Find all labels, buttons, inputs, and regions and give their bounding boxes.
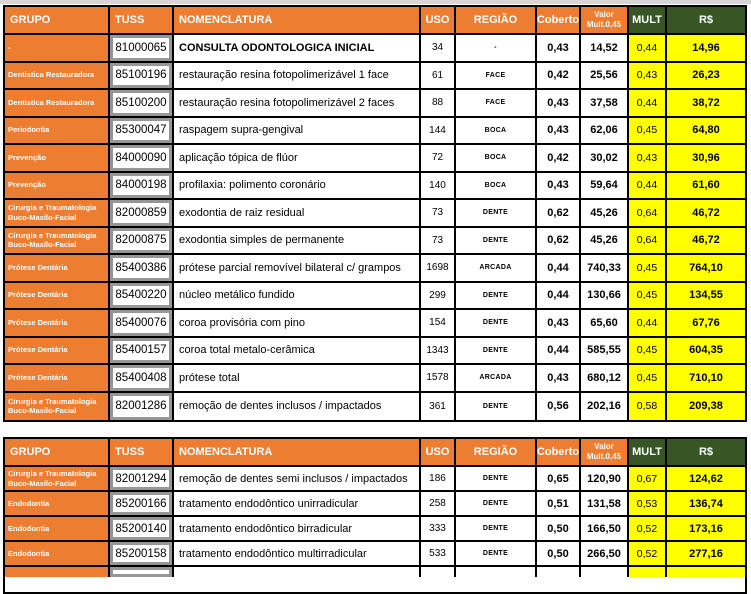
- table-row: [5, 310, 745, 338]
- cell-valor: 740,33: [581, 255, 629, 281]
- column-header-nomenclatura: NOMENCLATURA: [174, 7, 421, 33]
- cell-nomenclatura: núcleo metálico fundido: [174, 283, 421, 309]
- cell-uso: 258: [421, 492, 456, 515]
- cell-nomenclatura: prótese total: [174, 365, 421, 391]
- cell-nomenclatura: remoção de dentes inclusos / impactados: [174, 393, 421, 421]
- cell-rs: 136,74: [667, 492, 745, 515]
- cell-grupo: Periodontia: [5, 118, 110, 144]
- cell-valor: 166,50: [581, 517, 629, 540]
- cell-rs: [667, 567, 745, 577]
- cell-uso: 88: [421, 90, 456, 116]
- cell-regiao: -: [456, 35, 537, 61]
- cell-mult: 0,53: [629, 492, 667, 515]
- column-header-grupo: GRUPO: [5, 439, 110, 465]
- cell-uso: 140: [421, 173, 456, 199]
- cell-grupo: Prótese Dentária: [5, 255, 110, 281]
- cell-coberto: 0,42: [537, 63, 581, 89]
- cell-uso: 361: [421, 393, 456, 421]
- cell-uso: 61: [421, 63, 456, 89]
- cell-rs: 764,10: [667, 255, 745, 281]
- cell-regiao: DENTE: [456, 310, 537, 336]
- table-row: [5, 200, 745, 228]
- cell-valor: 25,56: [581, 63, 629, 89]
- cell-mult: 0,52: [629, 542, 667, 565]
- column-header-regiao: REGIÃO: [456, 7, 537, 33]
- cell-tuss: 82000859: [110, 200, 174, 226]
- cell-nomenclatura: coroa provisória com pino: [174, 310, 421, 336]
- cell-mult: 0,67: [629, 467, 667, 490]
- cell-coberto: 0,42: [537, 145, 581, 171]
- cell-nomenclatura: remoção de dentes semi inclusos / impactados: [174, 467, 421, 490]
- cell-grupo: Cirurgia e Traumatologia Buco-Maxilo-Facial: [5, 200, 110, 226]
- cell-valor: 37,58: [581, 90, 629, 116]
- cell-nomenclatura: raspagem supra-gengival: [174, 118, 421, 144]
- column-header-grupo: GRUPO: [5, 7, 110, 33]
- cell-coberto: 0,44: [537, 283, 581, 309]
- cell-valor: 120,90: [581, 467, 629, 490]
- cell-uso: 144: [421, 118, 456, 144]
- cell-tuss: 85200166: [110, 492, 174, 515]
- column-header-uso: USO: [421, 7, 456, 33]
- header-row: [5, 439, 745, 467]
- cell-coberto: 0,44: [537, 338, 581, 364]
- cell-rs: 30,96: [667, 145, 745, 171]
- cell-regiao: FACE: [456, 90, 537, 116]
- cell-mult: 0,45: [629, 283, 667, 309]
- column-header-tuss: TUSS: [110, 439, 174, 465]
- cell-tuss: 85200158: [110, 542, 174, 565]
- cell-coberto: [537, 567, 581, 577]
- cell-mult: 0,43: [629, 145, 667, 171]
- cell-nomenclatura: profilaxia: polimento coronário: [174, 173, 421, 199]
- column-header-valor-line2: Mult.0,45: [586, 452, 622, 461]
- cell-nomenclatura: exodontia de raiz residual: [174, 200, 421, 226]
- column-header-valor-line1: Valor: [594, 10, 614, 20]
- table-row: [5, 517, 745, 542]
- cell-tuss: 84000090: [110, 145, 174, 171]
- cell-mult: 0,44: [629, 173, 667, 199]
- page-top-edge: [0, 0, 751, 4]
- cell-grupo: Prótese Dentária: [5, 338, 110, 364]
- table-row: [5, 467, 745, 492]
- partial-clipped-row: [5, 567, 745, 592]
- cell-rs: 61,60: [667, 173, 745, 199]
- cell-uso: 73: [421, 228, 456, 254]
- cell-coberto: 0,50: [537, 517, 581, 540]
- cell-rs: 604,35: [667, 338, 745, 364]
- cell-nomenclatura: CONSULTA ODONTOLOGICA INICIAL: [174, 35, 421, 61]
- cell-uso: 1578: [421, 365, 456, 391]
- cell-valor: 62,06: [581, 118, 629, 144]
- cell-coberto: 0,43: [537, 118, 581, 144]
- cell-valor: 45,26: [581, 228, 629, 254]
- column-header-mult: MULT: [629, 439, 667, 465]
- cell-uso: 533: [421, 542, 456, 565]
- table-row: [5, 145, 745, 173]
- cell-mult: 0,45: [629, 255, 667, 281]
- cell-coberto: 0,51: [537, 492, 581, 515]
- cell-tuss: 85400386: [110, 255, 174, 281]
- cell-regiao: DENTE: [456, 228, 537, 254]
- cell-uso: 299: [421, 283, 456, 309]
- table-row: [5, 35, 745, 63]
- cell-mult: 0,64: [629, 228, 667, 254]
- cell-tuss: 85100196: [110, 63, 174, 89]
- table-row: [5, 365, 745, 393]
- cell-tuss: 85100200: [110, 90, 174, 116]
- column-header-valor-line1: Valor: [594, 442, 614, 452]
- cell-tuss: 85300047: [110, 118, 174, 144]
- column-header-tuss: TUSS: [110, 7, 174, 33]
- cell-coberto: 0,62: [537, 200, 581, 226]
- cell-coberto: 0,62: [537, 228, 581, 254]
- column-header-coberto: Coberto: [537, 7, 581, 33]
- cell-coberto: 0,44: [537, 255, 581, 281]
- cell-rs: 134,55: [667, 283, 745, 309]
- cell-regiao: DENTE: [456, 467, 537, 490]
- cell-grupo: Prevenção: [5, 173, 110, 199]
- cell-uso: 154: [421, 310, 456, 336]
- cell-regiao: [456, 567, 537, 577]
- column-header-coberto: Coberto: [537, 439, 581, 465]
- cell-rs: 64,80: [667, 118, 745, 144]
- table-row: [5, 228, 745, 256]
- cell-rs: 710,10: [667, 365, 745, 391]
- cell-mult: 0,52: [629, 517, 667, 540]
- cell-nomenclatura: [174, 567, 421, 577]
- cell-grupo: Prótese Dentária: [5, 310, 110, 336]
- column-header-valor: [581, 7, 629, 33]
- price-table-2: [3, 437, 747, 594]
- cell-rs: 14,96: [667, 35, 745, 61]
- cell-tuss: 85400408: [110, 365, 174, 391]
- table-row: [5, 492, 745, 517]
- column-header-rs: R$: [667, 439, 745, 465]
- cell-grupo: Endodontia: [5, 492, 110, 515]
- cell-mult: 0,64: [629, 200, 667, 226]
- cell-nomenclatura: coroa total metalo-cerâmica: [174, 338, 421, 364]
- cell-uso: 34: [421, 35, 456, 61]
- cell-coberto: 0,43: [537, 35, 581, 61]
- cell-nomenclatura: tratamento endodôntico birradicular: [174, 517, 421, 540]
- cell-rs: 209,38: [667, 393, 745, 421]
- cell-tuss: 82001286: [110, 393, 174, 421]
- cell-coberto: 0,43: [537, 365, 581, 391]
- cell-coberto: 0,43: [537, 90, 581, 116]
- table-row: [5, 393, 745, 421]
- cell-tuss: 85400076: [110, 310, 174, 336]
- cell-regiao: ARCADA: [456, 255, 537, 281]
- cell-uso: 1343: [421, 338, 456, 364]
- table-row: [5, 118, 745, 146]
- table-row: [5, 90, 745, 118]
- cell-valor: 680,12: [581, 365, 629, 391]
- cell-valor: 14,52: [581, 35, 629, 61]
- table-row: [5, 542, 745, 567]
- cell-valor: 30,02: [581, 145, 629, 171]
- cell-uso: [421, 567, 456, 577]
- cell-grupo: Dentistica Restauradora: [5, 90, 110, 116]
- cell-mult: 0,45: [629, 365, 667, 391]
- cell-grupo: [5, 567, 110, 577]
- cell-grupo: Prótese Dentária: [5, 365, 110, 391]
- cell-valor: 130,66: [581, 283, 629, 309]
- cell-coberto: 0,65: [537, 467, 581, 490]
- cell-regiao: DENTE: [456, 283, 537, 309]
- cell-regiao: BOCA: [456, 173, 537, 199]
- cell-rs: 277,16: [667, 542, 745, 565]
- cell-valor: [581, 567, 629, 577]
- cell-valor: 131,58: [581, 492, 629, 515]
- cell-tuss: 84000198: [110, 173, 174, 199]
- cell-rs: 67,76: [667, 310, 745, 336]
- cell-uso: 1698: [421, 255, 456, 281]
- cell-grupo: Dentistica Restauradora: [5, 63, 110, 89]
- cell-valor: 59,64: [581, 173, 629, 199]
- column-header-regiao: REGIÃO: [456, 439, 537, 465]
- cell-valor: 266,50: [581, 542, 629, 565]
- cell-valor: 585,55: [581, 338, 629, 364]
- cell-valor: 65,60: [581, 310, 629, 336]
- cell-grupo: -: [5, 35, 110, 61]
- cell-coberto: 0,50: [537, 542, 581, 565]
- cell-valor: 45,26: [581, 200, 629, 226]
- cell-regiao: DENTE: [456, 517, 537, 540]
- cell-grupo: Endodontia: [5, 542, 110, 565]
- header-row: [5, 7, 745, 35]
- cell-mult: 0,44: [629, 35, 667, 61]
- cell-uso: 72: [421, 145, 456, 171]
- cell-rs: 173,16: [667, 517, 745, 540]
- cell-grupo: Prótese Dentária: [5, 283, 110, 309]
- cell-regiao: DENTE: [456, 338, 537, 364]
- cell-regiao: DENTE: [456, 393, 537, 421]
- cell-nomenclatura: exodontia simples de permanente: [174, 228, 421, 254]
- table-row: [5, 173, 745, 201]
- cell-regiao: BOCA: [456, 145, 537, 171]
- cell-tuss: 85400220: [110, 283, 174, 309]
- cell-regiao: DENTE: [456, 542, 537, 565]
- cell-mult: 0,45: [629, 338, 667, 364]
- cell-tuss: 81000065: [110, 35, 174, 61]
- cell-mult: 0,44: [629, 90, 667, 116]
- table-row: [5, 255, 745, 283]
- cell-coberto: 0,43: [537, 310, 581, 336]
- column-header-mult: MULT: [629, 7, 667, 33]
- cell-uso: 186: [421, 467, 456, 490]
- cell-grupo: Endodontia: [5, 517, 110, 540]
- column-header-valor: [581, 439, 629, 465]
- cell-rs: 46,72: [667, 228, 745, 254]
- cell-nomenclatura: restauração resina fotopolimerizável 2 faces: [174, 90, 421, 116]
- table-row: [5, 63, 745, 91]
- cell-nomenclatura: tratamento endodôntico unirradicular: [174, 492, 421, 515]
- cell-nomenclatura: aplicação tópica de flúor: [174, 145, 421, 171]
- cell-grupo: Prevenção: [5, 145, 110, 171]
- cell-mult: 0,43: [629, 63, 667, 89]
- cell-grupo: Cirurgia e Traumatologia Buco-Maxilo-Facial: [5, 467, 110, 490]
- cell-nomenclatura: tratamento endodôntico multirradicular: [174, 542, 421, 565]
- cell-regiao: FACE: [456, 63, 537, 89]
- cell-rs: 46,72: [667, 200, 745, 226]
- cell-grupo: Cirurgia e Traumatologia Buco-Maxilo-Facial: [5, 393, 110, 421]
- column-header-uso: USO: [421, 439, 456, 465]
- column-header-valor-line2: Mult.0,45: [586, 20, 622, 29]
- cell-regiao: DENTE: [456, 200, 537, 226]
- cell-tuss: [110, 567, 174, 577]
- cell-regiao: ARCADA: [456, 365, 537, 391]
- column-header-nomenclatura: NOMENCLATURA: [174, 439, 421, 465]
- cell-coberto: 0,43: [537, 173, 581, 199]
- cell-tuss: 82000875: [110, 228, 174, 254]
- cell-uso: 73: [421, 200, 456, 226]
- cell-tuss: 85200140: [110, 517, 174, 540]
- cell-mult: 0,58: [629, 393, 667, 421]
- cell-rs: 124,62: [667, 467, 745, 490]
- cell-rs: 38,72: [667, 90, 745, 116]
- table-row: [5, 338, 745, 366]
- cell-tuss: 82001294: [110, 467, 174, 490]
- cell-mult: 0,45: [629, 118, 667, 144]
- cell-rs: 26,23: [667, 63, 745, 89]
- cell-mult: [629, 567, 667, 577]
- cell-tuss: 85400157: [110, 338, 174, 364]
- cell-nomenclatura: prótese parcial removível bilateral c/ grampos: [174, 255, 421, 281]
- cell-nomenclatura: restauração resina fotopolimerizável 1 face: [174, 63, 421, 89]
- cell-mult: 0,44: [629, 310, 667, 336]
- column-header-rs: R$: [667, 7, 745, 33]
- table-row: [5, 283, 745, 311]
- price-table-1: [3, 5, 747, 422]
- cell-grupo: Cirurgia e Traumatologia Buco-Maxilo-Facial: [5, 228, 110, 254]
- cell-coberto: 0,56: [537, 393, 581, 421]
- cell-valor: 202,16: [581, 393, 629, 421]
- cell-regiao: DENTE: [456, 492, 537, 515]
- cell-regiao: BOCA: [456, 118, 537, 144]
- cell-uso: 333: [421, 517, 456, 540]
